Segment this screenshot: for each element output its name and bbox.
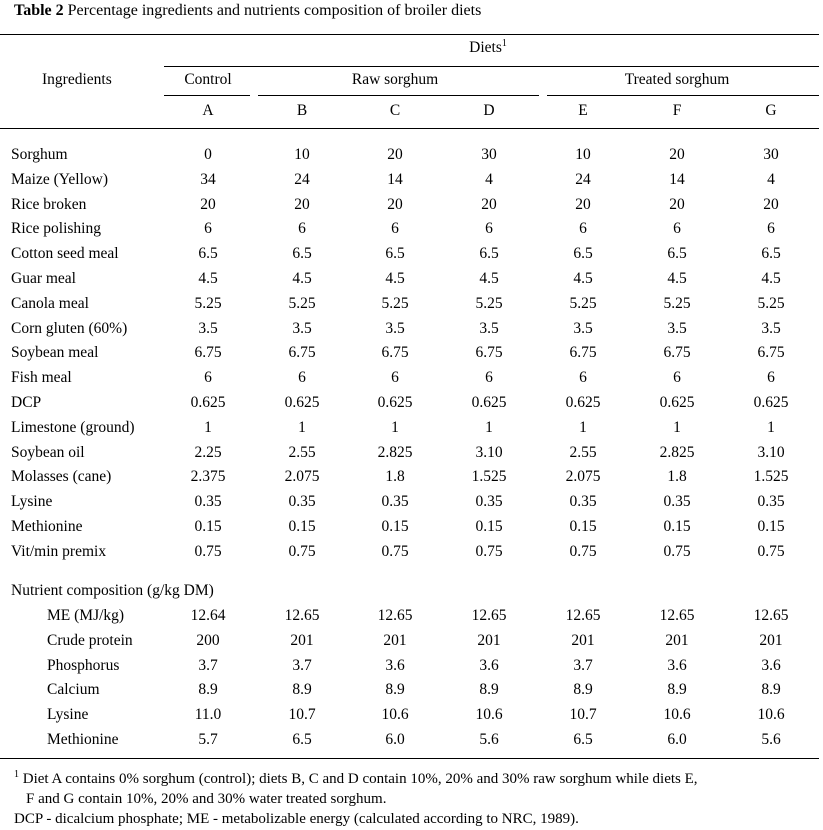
nutrient-value: 201 [571, 631, 595, 649]
ingredient-name: DCP [11, 394, 42, 411]
nutrient-value: 12.65 [753, 607, 789, 624]
ingredient-value: 5.25 [663, 294, 691, 312]
nutrient-value: 12.65 [471, 607, 507, 624]
ingredient-value: 3.10 [475, 443, 503, 461]
ingredient-name: Soybean oil [11, 443, 85, 461]
ingredient-value: 2.075 [284, 468, 320, 486]
nutrient-value: 10.7 [569, 706, 597, 724]
nutrient-value: 200 [196, 631, 220, 649]
nutrient-value: 3.6 [479, 656, 499, 674]
nutrient-value: 5.7 [198, 731, 218, 748]
nutrient-value: 3.7 [198, 656, 218, 674]
group-control: Control [184, 71, 232, 88]
ingredient-value: 0.625 [753, 394, 789, 411]
ingredient-value: 1 [579, 418, 587, 436]
nutrient-value: 8.9 [292, 681, 312, 699]
ingredient-value: 4.5 [573, 270, 593, 287]
ingredient-value: 0.15 [381, 518, 409, 535]
ingredient-value: 0.15 [757, 518, 785, 535]
ingredient-value: 2.55 [569, 443, 597, 461]
ingredient-value: 6.5 [385, 245, 405, 263]
footnote-3: DCP - dicalcium phosphate; ME - metabolizable energy (calculated according to NRC, 1989). [14, 811, 579, 827]
ingredient-value: 0.625 [565, 394, 601, 411]
nutrient-value: 8.9 [667, 681, 687, 699]
ingredient-value: 6.5 [198, 245, 218, 263]
ingredient-value: 10 [294, 146, 310, 163]
nutrient-value: 3.7 [573, 656, 593, 674]
ingredient-value: 3.5 [667, 319, 687, 337]
nutrient-name: Crude protein [47, 631, 133, 649]
ingredient-value: 1 [204, 418, 212, 436]
diets-rule [164, 66, 819, 67]
nutrient-name: Lysine [47, 706, 89, 724]
ingredient-value: 6.5 [761, 245, 781, 263]
ingredient-value: 0.625 [471, 394, 507, 411]
ingredient-value: 20 [669, 195, 685, 213]
ingredient-value: 6 [579, 220, 587, 238]
ingredient-value: 3.5 [385, 319, 405, 337]
ingredient-value: 1.8 [667, 468, 687, 486]
ingredient-value: 1 [767, 418, 775, 436]
nutrient-value: 10.6 [475, 706, 503, 724]
nutrient-value: 6.5 [292, 731, 312, 748]
ingredient-value: 0.35 [194, 493, 222, 511]
nutrient-value: 201 [759, 631, 783, 649]
diets-header [469, 38, 507, 58]
ingredient-value: 3.5 [198, 319, 218, 337]
ingredient-value: 0.15 [194, 518, 222, 535]
column-header-b: B [296, 102, 308, 119]
ingredient-value: 20 [294, 195, 310, 213]
nutrient-heading: Nutrient composition (g/kg DM) [11, 582, 214, 599]
ingredient-value: 0.75 [381, 542, 409, 560]
ingredient-name: Methionine [11, 518, 83, 535]
ingredient-value: 20 [575, 195, 591, 213]
ingredient-value: 2.55 [288, 443, 316, 461]
ingredient-name: Vit/min premix [11, 542, 107, 560]
ingredient-value: 2.825 [659, 443, 695, 461]
footnote-1-text: Diet A contains 0% sorghum (control); diets B, C and D contain 10%, 20% and 30% raw sorghum while diets E, [19, 771, 698, 787]
nutrient-value: 12.64 [190, 607, 226, 624]
ingredient-value: 20 [387, 146, 403, 163]
ingredient-value: 6.5 [479, 245, 499, 263]
header-rule [0, 128, 819, 129]
ingredient-value: 2.825 [377, 443, 413, 461]
ingredient-value: 0.35 [381, 493, 409, 511]
nutrient-value: 6.0 [667, 731, 687, 748]
ingredient-name: Limestone (ground) [11, 418, 135, 436]
ingredient-value: 3.5 [292, 319, 312, 337]
ingredient-value: 6 [673, 369, 681, 387]
ingredient-value: 2.075 [565, 468, 601, 486]
ingredient-value: 6 [391, 220, 399, 238]
ingredient-value: 1 [485, 418, 493, 436]
diets-header-text: Diets [469, 39, 502, 56]
ingredient-value: 0.15 [475, 518, 503, 535]
ingredient-value: 0.75 [475, 542, 503, 560]
bottom-rule [0, 758, 819, 759]
ingredient-name: Canola meal [11, 294, 89, 312]
ingredient-value: 6.75 [757, 344, 785, 362]
nutrient-value: 8.9 [385, 681, 405, 699]
ingredient-value: 6.5 [573, 245, 593, 263]
ingredient-name: Corn gluten (60%) [11, 319, 128, 337]
nutrient-name: Calcium [47, 681, 100, 699]
nutrient-value: 201 [290, 631, 314, 649]
ingredient-value: 20 [200, 195, 216, 213]
ingredient-value: 6 [204, 369, 212, 387]
group-rule-raw [258, 95, 539, 96]
nutrient-value: 3.6 [761, 656, 781, 674]
ingredient-value: 6.75 [381, 344, 409, 362]
ingredient-value: 20 [481, 195, 497, 213]
nutrient-value: 12.65 [659, 607, 695, 624]
ingredient-value: 0.15 [663, 518, 691, 535]
ingredient-name: Molasses (cane) [11, 468, 112, 486]
column-header-g: G [765, 102, 777, 119]
nutrient-value: 12.65 [284, 607, 320, 624]
nutrient-value: 8.9 [479, 681, 499, 699]
column-header-c: C [389, 102, 401, 119]
nutrient-value: 8.9 [761, 681, 781, 699]
ingredient-value: 2.375 [190, 468, 226, 486]
ingredient-value: 5.25 [569, 294, 597, 312]
ingredient-value: 6 [391, 369, 399, 387]
ingredient-value: 6.75 [288, 344, 316, 362]
ingredient-value: 0.75 [757, 542, 785, 560]
ingredient-value: 6.75 [569, 344, 597, 362]
group-raw-sorghum: Raw sorghum [351, 71, 439, 88]
ingredient-name: Lysine [11, 493, 53, 511]
ingredient-value: 1 [673, 418, 681, 436]
ingredient-value: 4.5 [479, 270, 499, 287]
ingredients-header: Ingredients [42, 71, 112, 88]
ingredient-value: 0.35 [475, 493, 503, 511]
column-header-e: E [578, 102, 588, 119]
ingredient-value: 0.35 [569, 493, 597, 511]
ingredient-value: 6 [298, 369, 306, 387]
ingredient-name: Sorghum [11, 146, 68, 163]
column-header-d: D [483, 102, 495, 119]
nutrient-value: 5.6 [761, 731, 781, 748]
ingredient-value: 24 [294, 170, 310, 188]
ingredient-value: 0.75 [194, 542, 222, 560]
ingredient-value: 0.625 [190, 394, 226, 411]
ingredient-value: 20 [387, 195, 403, 213]
top-rule [0, 34, 819, 35]
ingredient-value: 0.75 [663, 542, 691, 560]
nutrient-value: 3.7 [292, 656, 312, 674]
ingredient-value: 0.625 [284, 394, 320, 411]
nutrient-name: Methionine [47, 731, 119, 748]
nutrient-value: 5.6 [479, 731, 499, 748]
ingredient-value: 20 [763, 195, 779, 213]
ingredient-value: 4.5 [198, 270, 218, 287]
ingredient-value: 0.75 [288, 542, 316, 560]
ingredient-value: 3.5 [761, 319, 781, 337]
table-title: Percentage ingredients and nutrients composition of broiler diets [67, 2, 482, 19]
nutrient-name: Phosphorus [47, 656, 120, 674]
diets-header-sup: 1 [501, 37, 507, 49]
ingredient-name: Fish meal [11, 369, 72, 387]
ingredient-value: 0.35 [288, 493, 316, 511]
nutrient-value: 6.5 [573, 731, 593, 748]
ingredient-value: 0.35 [757, 493, 785, 511]
nutrient-name: ME (MJ/kg) [47, 607, 125, 624]
ingredient-value: 1.525 [471, 468, 507, 486]
ingredient-value: 5.25 [757, 294, 785, 312]
ingredient-value: 1 [391, 418, 399, 436]
ingredient-value: 4.5 [292, 270, 312, 287]
ingredient-value: 30 [763, 146, 779, 163]
ingredient-value: 0.625 [377, 394, 413, 411]
ingredient-value: 3.5 [573, 319, 593, 337]
ingredient-name: Rice polishing [11, 220, 101, 238]
footnote-2: F and G contain 10%, 20% and 30% water treated sorghum. [26, 791, 387, 807]
group-treated-sorghum: Treated sorghum [624, 71, 730, 88]
nutrient-value: 11.0 [194, 706, 222, 724]
ingredient-value: 4.5 [761, 270, 781, 287]
group-rule-control [164, 95, 250, 96]
nutrient-value: 3.6 [385, 656, 405, 674]
nutrient-value: 12.65 [565, 607, 601, 624]
ingredient-name: Soybean meal [11, 344, 99, 362]
nutrient-value: 10.6 [663, 706, 691, 724]
ingredient-value: 3.10 [757, 443, 785, 461]
nutrient-value: 201 [383, 631, 407, 649]
ingredient-value: 30 [481, 146, 497, 163]
table-caption [14, 0, 481, 22]
ingredient-value: 6.5 [667, 245, 687, 263]
nutrient-value: 8.9 [573, 681, 593, 699]
ingredient-value: 4 [485, 170, 493, 188]
ingredient-name: Rice broken [11, 195, 87, 213]
ingredient-name: Guar meal [11, 270, 76, 287]
nutrient-value: 6.0 [385, 731, 405, 748]
ingredient-value: 6.75 [663, 344, 691, 362]
ingredient-value: 0.75 [569, 542, 597, 560]
ingredient-value: 6 [767, 369, 775, 387]
ingredient-value: 0.15 [288, 518, 316, 535]
ingredient-value: 20 [669, 146, 685, 163]
ingredient-value: 4.5 [667, 270, 687, 287]
column-header-f: F [672, 102, 682, 119]
ingredient-value: 1.8 [385, 468, 405, 486]
ingredient-value: 14 [387, 170, 403, 188]
ingredient-value: 0.625 [659, 394, 695, 411]
ingredient-value: 4.5 [385, 270, 405, 287]
ingredient-value: 14 [669, 170, 685, 188]
ingredient-value: 2.25 [194, 443, 222, 461]
nutrient-value: 10.7 [288, 706, 316, 724]
group-rule-treated [547, 95, 819, 96]
ingredient-value: 1.525 [753, 468, 789, 486]
ingredient-value: 6 [485, 369, 493, 387]
ingredient-name: Cotton seed meal [11, 245, 119, 263]
ingredient-value: 6 [767, 220, 775, 238]
ingredient-value: 5.25 [475, 294, 503, 312]
nutrient-value: 3.6 [667, 656, 687, 674]
nutrient-value: 12.65 [377, 607, 413, 624]
nutrient-value: 8.9 [198, 681, 218, 699]
ingredient-value: 5.25 [288, 294, 316, 312]
footnote-1 [14, 770, 698, 789]
ingredient-value: 34 [200, 170, 216, 188]
ingredient-value: 5.25 [194, 294, 222, 312]
ingredient-value: 6 [673, 220, 681, 238]
ingredient-value: 1 [298, 418, 306, 436]
table-label: Table 2 [14, 2, 64, 19]
ingredient-value: 3.5 [479, 319, 499, 337]
ingredient-value: 6 [204, 220, 212, 238]
nutrient-value: 10.6 [381, 706, 409, 724]
footnote-1-sup: 1 [14, 769, 19, 780]
ingredient-name: Maize (Yellow) [11, 170, 109, 188]
nutrient-value: 201 [665, 631, 689, 649]
ingredient-value: 10 [575, 146, 591, 163]
ingredient-value: 6 [485, 220, 493, 238]
nutrient-value: 10.6 [757, 706, 785, 724]
ingredient-value: 6 [298, 220, 306, 238]
ingredient-value: 6.5 [292, 245, 312, 263]
ingredient-value: 6 [579, 369, 587, 387]
ingredient-value: 0 [204, 146, 212, 163]
ingredient-value: 4 [767, 170, 775, 188]
nutrient-value: 201 [477, 631, 501, 649]
ingredient-value: 24 [575, 170, 591, 188]
ingredient-value: 6.75 [475, 344, 503, 362]
ingredient-value: 0.15 [569, 518, 597, 535]
column-header-a: A [202, 102, 214, 119]
ingredient-value: 0.35 [663, 493, 691, 511]
ingredient-value: 6.75 [194, 344, 222, 362]
ingredient-value: 5.25 [381, 294, 409, 312]
